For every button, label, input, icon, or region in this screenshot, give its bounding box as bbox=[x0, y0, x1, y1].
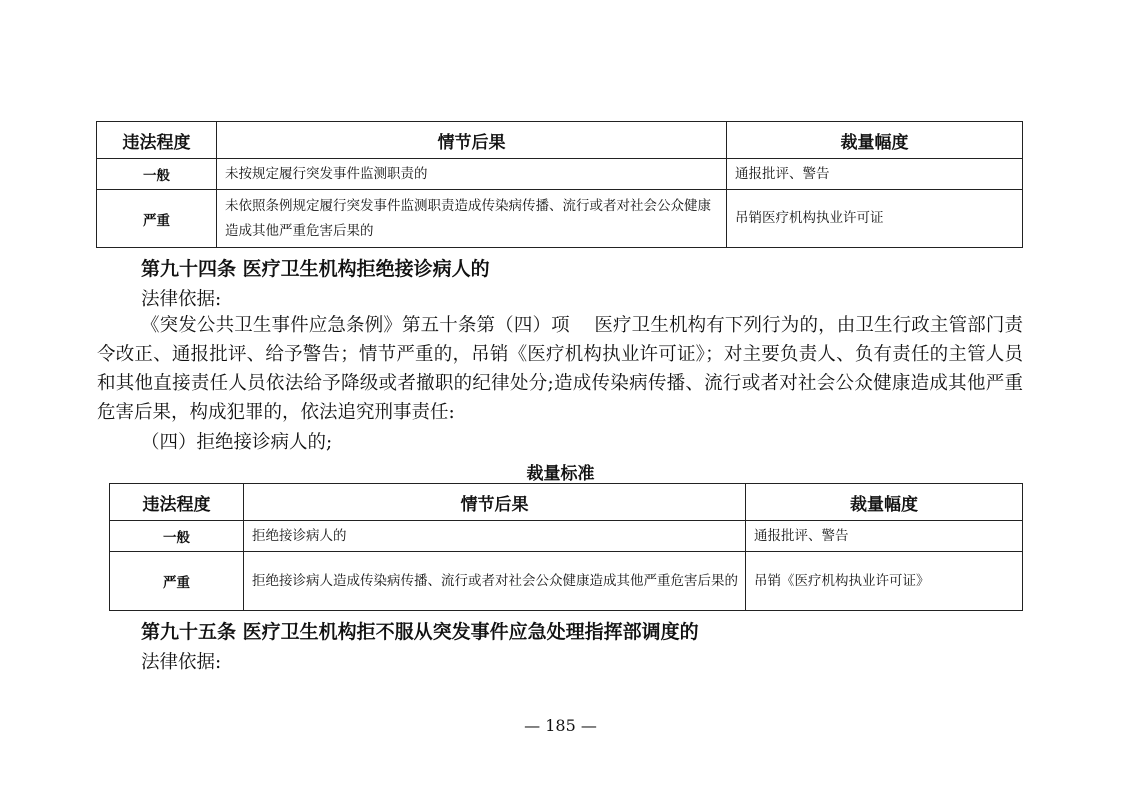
table-row bbox=[110, 552, 1023, 611]
legal-basis-label: 法律依据: bbox=[141, 652, 222, 673]
table-header-row bbox=[110, 484, 1023, 521]
column-header-level: 违法程度 bbox=[97, 122, 217, 159]
circumstance-cell: 拒绝接诊病人的 bbox=[244, 521, 746, 552]
table-header-row bbox=[97, 122, 1023, 159]
penalty-cell: 吊销医疗机构执业许可证 bbox=[727, 190, 1023, 248]
penalty-cell: 吊销《医疗机构执业许可证》 bbox=[746, 552, 1023, 611]
level-cell: 一般 bbox=[97, 159, 217, 190]
circumstance-cell: 拒绝接诊病人造成传染病传播、流行或者对社会公众健康造成其他严重危害后果的 bbox=[244, 552, 746, 611]
table-row bbox=[97, 159, 1023, 190]
column-header-circumstance: 情节后果 bbox=[244, 484, 746, 521]
legal-basis-text: 《突发公共卫生事件应急条例》第五十条第（四）项 医疗卫生机构有下列行为的，由卫生行政主管部门责令改正、通报批评、给予警告；情节严重的，吊销《医疗机构执业许可证》；对主要负责人、负有责任的主管人员和其他直接责任人员依法给予降级或者撤职的纪律处分;造成传染病传播、流行或者对社会公众健康造成其他严重危害后果，构成犯罪的，依法追究刑事责任: bbox=[97, 315, 1023, 423]
penalty-table-2 bbox=[109, 483, 1023, 611]
standard-caption: 裁量标准 bbox=[526, 464, 595, 484]
level-cell: 一般 bbox=[110, 521, 244, 552]
column-header-level: 违法程度 bbox=[110, 484, 244, 521]
level-cell: 严重 bbox=[97, 190, 217, 248]
penalty-cell: 通报批评、警告 bbox=[746, 521, 1023, 552]
circumstance-cell: 未按规定履行突发事件监测职责的 bbox=[217, 159, 727, 190]
penalty-table-1 bbox=[96, 121, 1023, 248]
article-94-title: 第九十四条 医疗卫生机构拒绝接诊病人的 bbox=[141, 258, 490, 280]
column-header-penalty: 裁量幅度 bbox=[727, 122, 1023, 159]
table-row bbox=[110, 521, 1023, 552]
page-number: — 185 — bbox=[524, 716, 597, 735]
level-cell: 严重 bbox=[110, 552, 244, 611]
circumstance-cell: 未依照条例规定履行突发事件监测职责造成传染病传播、流行或者对社会公众健康造成其他严重危害后果的 bbox=[217, 190, 727, 248]
column-header-penalty: 裁量幅度 bbox=[746, 484, 1023, 521]
penalty-cell: 通报批评、警告 bbox=[727, 159, 1023, 190]
column-header-circumstance: 情节后果 bbox=[217, 122, 727, 159]
article-item: （四）拒绝接诊病人的; bbox=[141, 432, 333, 453]
article-95-title: 第九十五条 医疗卫生机构拒不服从突发事件应急处理指挥部调度的 bbox=[141, 621, 699, 643]
table-row bbox=[97, 190, 1023, 248]
legal-basis-label: 法律依据: bbox=[141, 289, 222, 310]
